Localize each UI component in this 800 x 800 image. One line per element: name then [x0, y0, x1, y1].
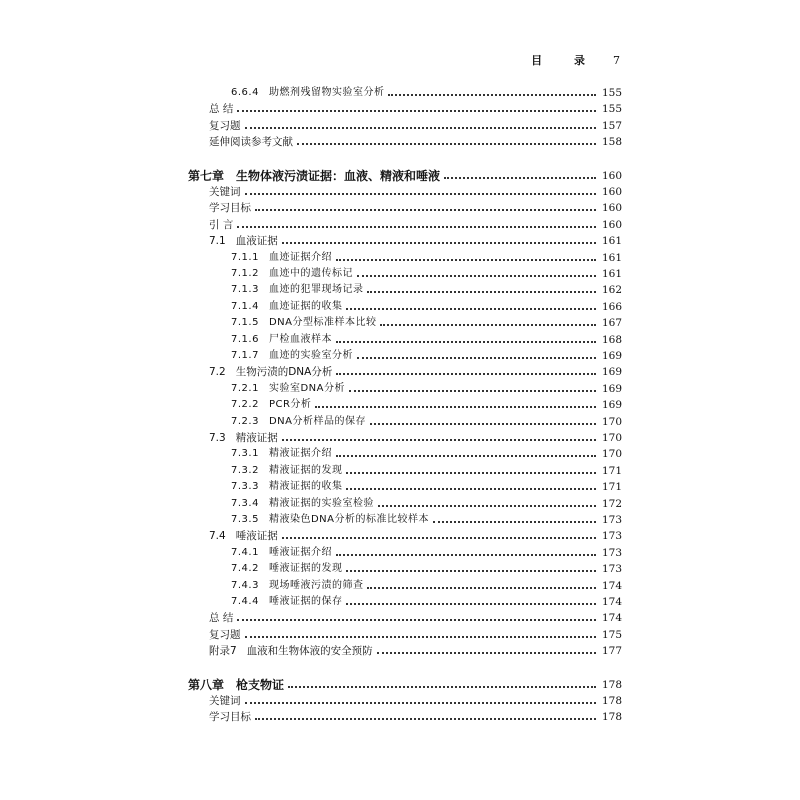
- dot-leader: [444, 177, 596, 179]
- toc-subsection-entry[interactable]: [231, 479, 622, 495]
- dot-leader: [380, 324, 596, 326]
- toc-entry-page: 174: [601, 612, 622, 625]
- toc-entry-title: 实验室DNA分析: [268, 382, 345, 394]
- toc-section-entry[interactable]: [209, 610, 622, 626]
- toc-subsection-entry[interactable]: [231, 496, 622, 512]
- toc-entry-page: 167: [601, 317, 622, 330]
- toc-entry-number: 6.6.4: [231, 87, 259, 98]
- dot-leader: [237, 110, 596, 112]
- toc-entry-page: 157: [601, 119, 622, 132]
- toc-section-entry[interactable]: [209, 709, 622, 725]
- page-header: [531, 52, 620, 68]
- dot-leader: [346, 472, 596, 474]
- dot-leader: [367, 587, 596, 589]
- dot-leader: [336, 373, 596, 375]
- toc-entry-title: 助燃剂残留物实验室分析: [268, 87, 385, 98]
- dot-leader: [297, 143, 596, 145]
- toc-entry-page: 169: [601, 350, 622, 362]
- toc-section-entry[interactable]: [209, 200, 622, 216]
- toc-subsection-entry[interactable]: [231, 348, 622, 364]
- toc-entry-page: 170: [601, 415, 622, 428]
- toc-entry-page: 160: [601, 202, 622, 215]
- dot-leader: [245, 193, 597, 195]
- toc-entry-page: 173: [601, 530, 622, 543]
- toc-entry-title: 唾液证据: [235, 530, 278, 543]
- toc-entry-title: 复习题: [209, 628, 241, 641]
- toc-entry-page: 169: [601, 399, 622, 412]
- toc-entry-page: 166: [601, 300, 622, 313]
- toc-entry-number: 7.3.4: [231, 497, 259, 509]
- toc-entry-number: 7.1.7: [231, 350, 259, 361]
- toc-entry-title: 唾液证据的发现: [268, 563, 343, 575]
- toc-entry-title: 精液证据介绍: [268, 448, 332, 460]
- toc-entry-number: 7.4.1: [231, 546, 259, 558]
- toc-entry-title: 精液证据的收集: [268, 481, 343, 493]
- toc-section-entry[interactable]: [209, 101, 622, 117]
- dot-leader: [336, 554, 596, 556]
- toc-entry-page: 174: [601, 579, 622, 592]
- toc-entry-title: 引 言: [209, 218, 234, 231]
- toc-entry-title: PCR分析: [268, 399, 312, 411]
- dot-leader: [346, 603, 596, 605]
- toc-entry-title: 总 结: [209, 612, 234, 625]
- toc-entry-title: 关键词: [209, 186, 241, 198]
- toc-entry-title: 精液染色DNA分析的标准比较样本: [268, 514, 429, 525]
- toc-entry-title: 唾液证据介绍: [268, 546, 332, 558]
- toc-entry-page: 161: [601, 268, 622, 280]
- toc-entry-title: 尸检血液样本: [268, 333, 332, 345]
- dot-leader: [378, 505, 596, 507]
- toc-entry-title: 精液证据的实验室检验: [268, 497, 374, 509]
- toc-entry-title: 血迹的实验室分析: [268, 350, 353, 361]
- toc-entry-number: 7.2.2: [231, 399, 259, 411]
- toc-entry-page: 171: [601, 464, 622, 477]
- toc-subsection-entry[interactable]: [231, 266, 622, 282]
- toc-section-entry[interactable]: [209, 528, 622, 544]
- toc-entry-number: 7.3.1: [231, 448, 259, 460]
- toc-entry-title: DNA分型标准样本比较: [268, 317, 377, 329]
- header-page-number: 7: [613, 54, 620, 67]
- toc-subsection-entry[interactable]: [231, 250, 622, 266]
- toc-entry-page: 175: [601, 628, 622, 641]
- toc-subsection-entry[interactable]: [231, 85, 622, 101]
- toc-subsection-entry[interactable]: [231, 414, 622, 430]
- toc-entry-page: 168: [601, 333, 622, 346]
- toc-entry-number: 第七章: [188, 168, 225, 183]
- toc-subsection-entry[interactable]: [231, 463, 622, 479]
- toc-entry-page: 160: [601, 218, 622, 231]
- dot-leader: [433, 521, 596, 523]
- toc-entry-page: 170: [601, 448, 622, 461]
- toc-entry-title: 关键词: [209, 695, 241, 707]
- toc-subsection-entry[interactable]: [231, 381, 622, 397]
- toc-entry-page: 177: [601, 645, 622, 658]
- toc-entry-page: 178: [601, 678, 622, 691]
- toc-section-entry[interactable]: [209, 693, 622, 709]
- header-title: 目 录: [531, 54, 599, 67]
- toc-entry-title: 枪支物证: [236, 677, 285, 692]
- dot-leader: [288, 686, 596, 688]
- toc-entry-number: 7.4.4: [231, 596, 259, 607]
- toc-section-entry[interactable]: [209, 364, 622, 380]
- toc-entry-title: DNA分析样品的保存: [268, 415, 366, 427]
- toc-subsection-entry[interactable]: [231, 512, 622, 528]
- dot-leader: [336, 455, 596, 457]
- toc-entry-title: 生物污渍的DNA分析: [235, 366, 333, 379]
- toc-entry-page: 158: [601, 136, 622, 149]
- toc-subsection-entry[interactable]: [231, 578, 622, 594]
- dot-leader: [370, 423, 596, 425]
- dot-leader: [357, 275, 596, 277]
- toc-entry-title: 现场唾液污渍的筛查: [268, 579, 364, 591]
- toc-entry-page: 173: [601, 546, 622, 559]
- toc-entry-number: 7.2.1: [231, 382, 259, 394]
- toc-entry-number: 7.4: [209, 530, 226, 543]
- dot-leader: [245, 127, 597, 129]
- toc-chapter-entry[interactable]: [188, 677, 622, 693]
- toc-chapter-entry[interactable]: [188, 168, 622, 184]
- toc-entry-page: 173: [601, 514, 622, 526]
- dot-leader: [315, 406, 596, 408]
- toc-entry-page: 169: [601, 382, 622, 395]
- toc-subsection-entry[interactable]: [231, 315, 622, 331]
- toc-subsection-entry[interactable]: [231, 332, 622, 348]
- toc-section-entry[interactable]: [209, 627, 622, 643]
- dot-leader: [357, 357, 596, 359]
- toc-section-entry[interactable]: [209, 430, 622, 446]
- dot-leader: [255, 209, 596, 211]
- toc-entry-page: 160: [601, 186, 622, 198]
- toc-section-entry[interactable]: [209, 184, 622, 200]
- toc-entry-page: 174: [601, 596, 622, 608]
- toc-section-entry[interactable]: [209, 118, 622, 134]
- toc-entry-number: 7.1.1: [231, 251, 259, 263]
- toc-entry-title: 血迹证据的收集: [268, 300, 343, 312]
- toc-entry-title: 学习目标: [209, 202, 251, 215]
- toc-entry-title: 血迹证据介绍: [268, 251, 332, 263]
- toc-entry-page: 155: [601, 103, 622, 116]
- toc-entry-number: 7.2: [209, 366, 226, 379]
- toc-entry-title: 延伸阅读参考文献: [209, 136, 293, 149]
- toc-entry-page: 178: [601, 711, 622, 724]
- toc-entry-number: 第八章: [188, 677, 225, 692]
- toc-entry-title: 血液证据: [235, 235, 278, 248]
- toc-entry-title: 精液证据: [235, 432, 278, 444]
- toc-entry-title: 复习题: [209, 119, 241, 132]
- dot-leader: [367, 291, 596, 293]
- toc-entry-page: 160: [601, 169, 622, 182]
- dot-leader: [336, 341, 596, 343]
- toc-entry-page: 162: [601, 284, 622, 297]
- toc-entry-number: 7.1: [209, 235, 226, 248]
- dot-leader: [282, 439, 596, 441]
- toc-entry-page: 171: [601, 481, 622, 494]
- toc-entry-number: 7.3: [209, 432, 226, 444]
- toc-entry-page: 173: [601, 563, 622, 576]
- dot-leader: [245, 636, 597, 638]
- toc-subsection-entry[interactable]: [231, 446, 622, 462]
- dot-leader: [282, 242, 596, 244]
- toc-entry-title: 学习目标: [209, 711, 251, 724]
- toc-entry-page: 170: [601, 432, 622, 444]
- toc-entry-number: 7.3.3: [231, 481, 259, 493]
- toc-entry-number: 7.1.3: [231, 284, 259, 296]
- toc-entry-number: 7.3.2: [231, 464, 259, 476]
- toc-entry-title: 血迹中的遗传标记: [268, 268, 353, 279]
- toc-entry-number: 7.3.5: [231, 514, 259, 525]
- dot-leader: [349, 390, 596, 392]
- toc-entry-title: 精液证据的发现: [268, 464, 343, 476]
- dot-leader: [282, 537, 596, 539]
- dot-leader: [237, 226, 596, 228]
- toc-entry-page: 161: [601, 235, 622, 248]
- toc-entry-title: 唾液证据的保存: [268, 596, 343, 607]
- dot-leader: [388, 94, 596, 96]
- toc-entry-page: 172: [601, 497, 622, 510]
- dot-leader: [377, 652, 596, 654]
- toc-entry-title: 总 结: [209, 103, 234, 116]
- toc-entry-title: 生物体液污渍证据：血液、精液和唾液: [236, 168, 441, 183]
- dot-leader: [245, 702, 597, 704]
- toc-section-entry[interactable]: [209, 217, 622, 233]
- toc-entry-number: 附录7: [209, 645, 237, 658]
- dot-leader: [346, 308, 596, 310]
- toc-subsection-entry[interactable]: [231, 397, 622, 413]
- toc-entry-title: 血液和生物体液的安全预防: [246, 645, 373, 658]
- toc-subsection-entry[interactable]: [231, 561, 622, 577]
- toc-entry-number: 7.1.6: [231, 333, 259, 345]
- toc-entry-page: 161: [601, 251, 622, 264]
- toc-entry-page: 178: [601, 695, 622, 707]
- toc-section-entry[interactable]: [209, 643, 622, 659]
- toc-entry-number: 7.2.3: [231, 415, 259, 427]
- toc-section-entry[interactable]: [209, 233, 622, 249]
- toc-entry-number: 7.1.2: [231, 268, 259, 279]
- toc-subsection-entry[interactable]: [231, 299, 622, 315]
- toc-subsection-entry[interactable]: [231, 545, 622, 561]
- dot-leader: [346, 570, 596, 572]
- dot-leader: [237, 619, 596, 621]
- toc-entry-number: 7.4.3: [231, 579, 259, 591]
- dot-leader: [346, 488, 596, 490]
- toc-entry-page: 155: [601, 87, 622, 99]
- dot-leader: [336, 259, 596, 261]
- toc-section-entry[interactable]: [209, 134, 622, 150]
- toc-entry-number: 7.4.2: [231, 563, 259, 575]
- toc-subsection-entry[interactable]: [231, 282, 622, 298]
- toc-entry-number: 7.1.5: [231, 317, 259, 329]
- toc-subsection-entry[interactable]: [231, 594, 622, 610]
- toc-entry-page: 169: [601, 366, 622, 379]
- toc-entry-number: 7.1.4: [231, 300, 259, 312]
- dot-leader: [255, 718, 596, 720]
- toc-entry-title: 血迹的犯罪现场记录: [268, 284, 364, 296]
